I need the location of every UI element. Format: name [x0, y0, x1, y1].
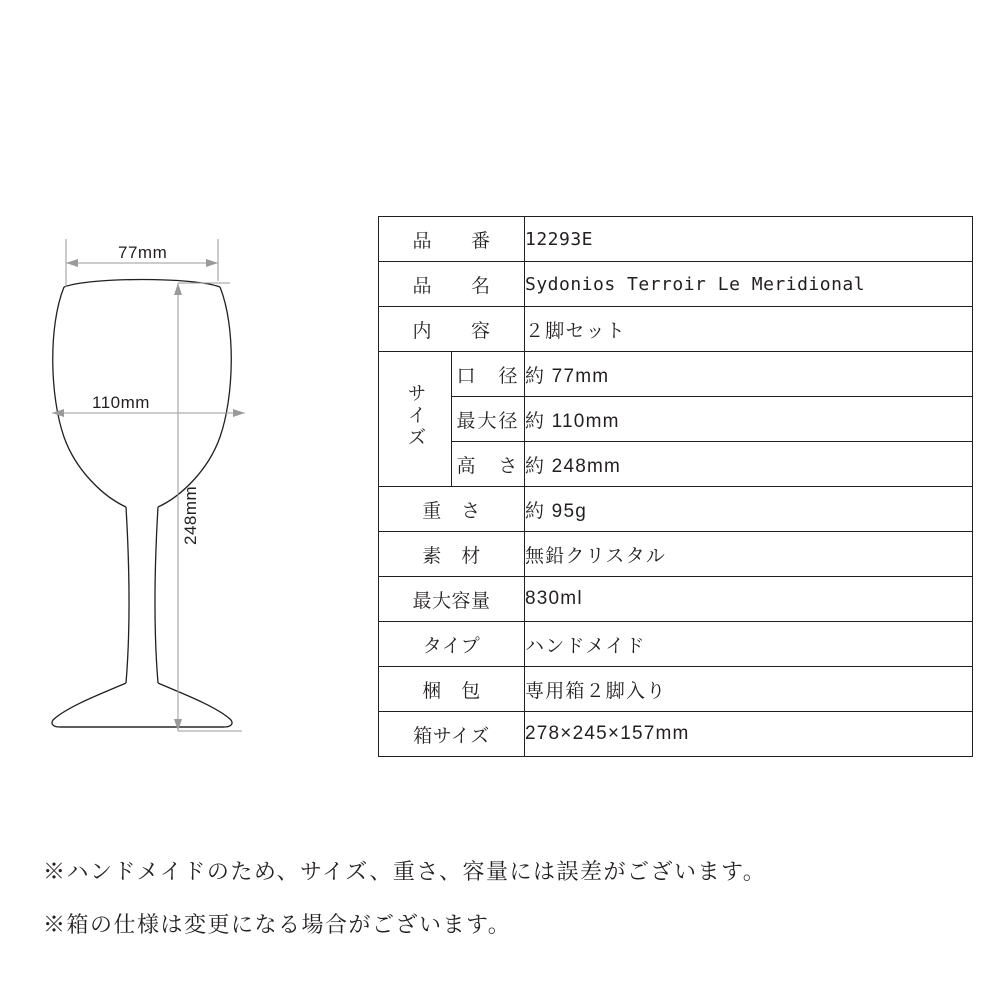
table-row — [379, 397, 973, 442]
table-row — [379, 712, 973, 757]
row-label-packaging: 梱 包 — [379, 667, 525, 712]
row-value-mouth-diameter: 約 77mm — [525, 352, 973, 397]
dim-label-height: 248mm — [181, 485, 200, 545]
row-value-product-name: Sydonios Terroir Le Meridional — [525, 262, 973, 307]
row-value-box-size: 278×245×157mm — [525, 712, 973, 757]
row-label-weight: 重 さ — [379, 487, 525, 532]
row-label-mouth-diameter: 口 径 — [452, 352, 525, 397]
spec-table-container — [378, 216, 973, 757]
table-row — [379, 307, 973, 352]
row-label-item-number: 品 番 — [379, 217, 525, 262]
row-label-max-capacity: 最大容量 — [379, 577, 525, 622]
row-value-height: 約 248mm — [525, 442, 973, 487]
row-label-box-size: 箱サイズ — [379, 712, 525, 757]
row-label-max-diameter: 最大径 — [452, 397, 525, 442]
spec-table — [378, 216, 973, 757]
footnotes — [43, 855, 963, 961]
table-row — [379, 622, 973, 667]
dim-label-max-width: 110mm — [92, 393, 150, 412]
row-label-material: 素 材 — [379, 532, 525, 577]
row-label-type: タイプ — [379, 622, 525, 667]
footnote-handmade-tolerance: ※ハンドメイドのため、サイズ、重さ、容量には誤差がございます。 — [43, 859, 767, 884]
row-value-contents: ２脚セット — [525, 307, 973, 352]
size-group-label-text: サイズ — [404, 383, 426, 449]
glass-dimension-diagram — [30, 215, 330, 755]
table-row — [379, 487, 973, 532]
glass-outline-svg — [30, 215, 330, 755]
row-value-packaging: 専用箱２脚入り — [525, 667, 973, 712]
row-label-product-name: 品 名 — [379, 262, 525, 307]
table-row — [379, 532, 973, 577]
table-row — [379, 217, 973, 262]
row-value-weight: 約 95g — [525, 487, 973, 532]
row-value-max-capacity: 830ml — [525, 577, 973, 622]
row-value-max-diameter: 約 110mm — [525, 397, 973, 442]
row-label-contents: 内 容 — [379, 307, 525, 352]
row-label-height: 高 さ — [452, 442, 525, 487]
row-value-material: 無鉛クリスタル — [525, 532, 973, 577]
row-value-item-number: 12293E — [525, 217, 973, 262]
table-row — [379, 352, 973, 397]
row-label-size-group — [379, 352, 452, 487]
table-row — [379, 442, 973, 487]
table-row — [379, 262, 973, 307]
footnote-box-spec-change: ※箱の仕様は変更になる場合がございます。 — [43, 912, 512, 937]
row-value-type: ハンドメイド — [525, 622, 973, 667]
dim-label-mouth: 77mm — [118, 243, 168, 262]
table-row — [379, 577, 973, 622]
table-row — [379, 667, 973, 712]
